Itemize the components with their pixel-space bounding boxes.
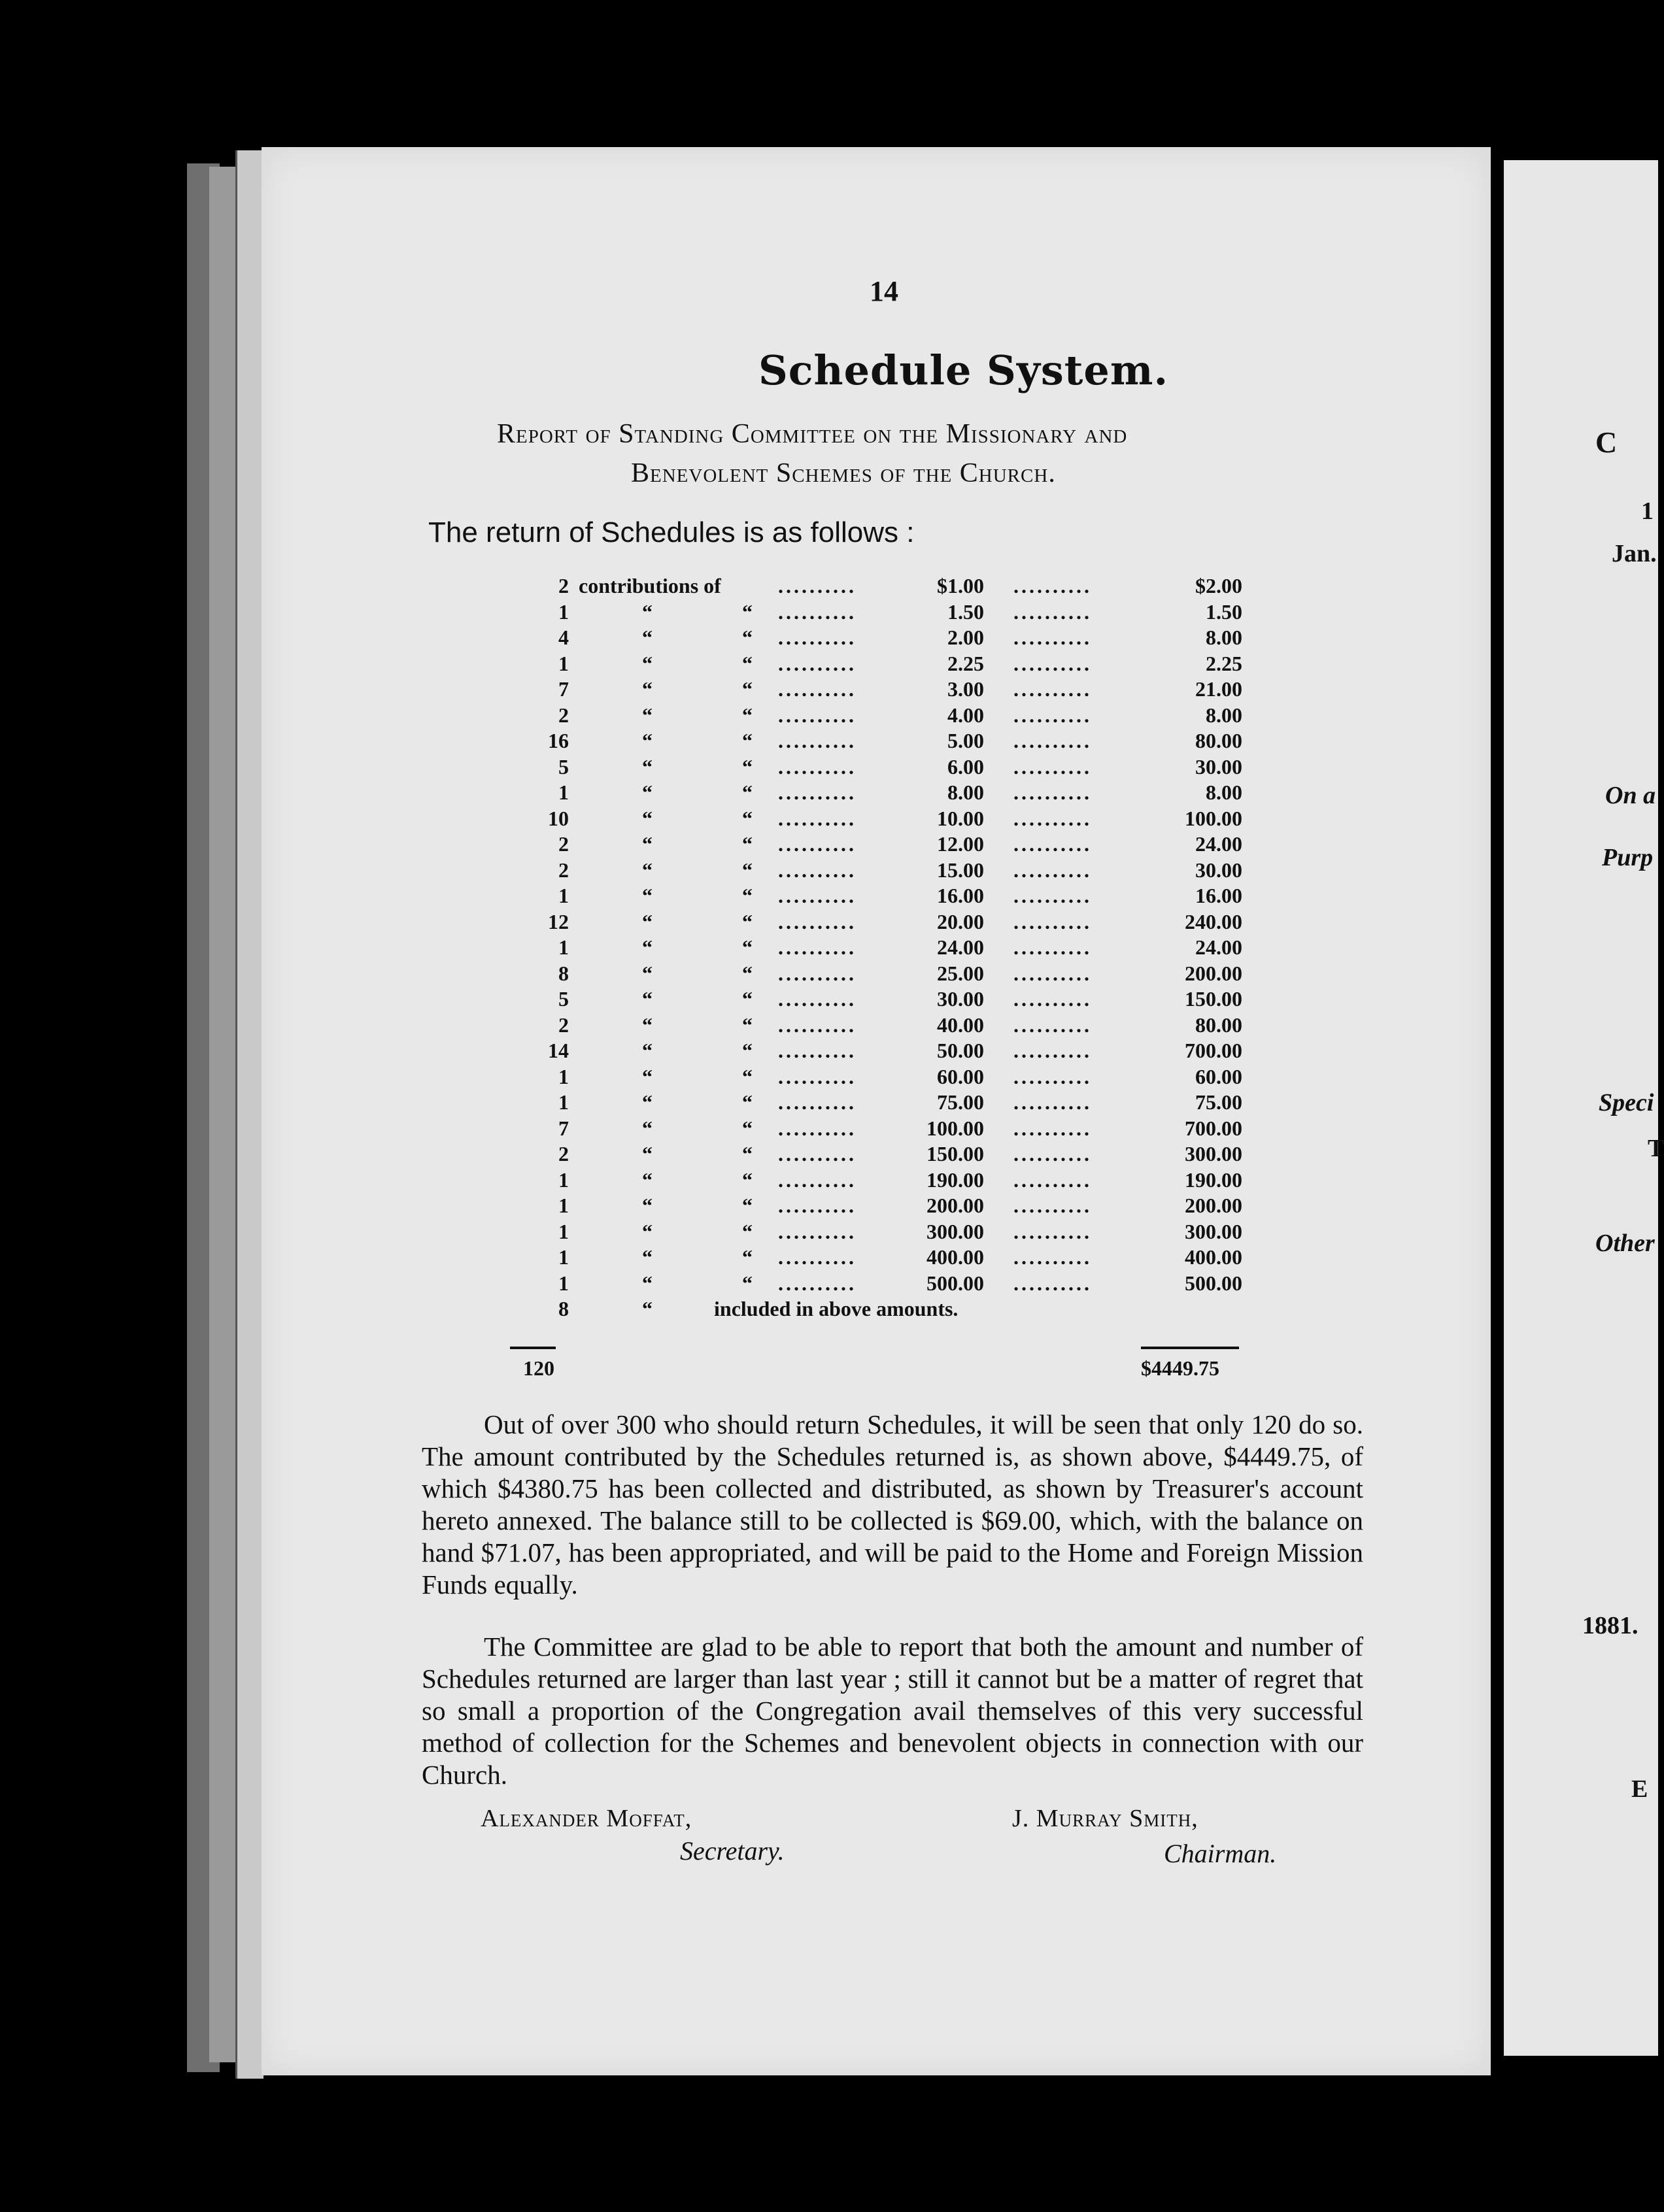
row-count: 14 — [548, 1039, 569, 1062]
ditto-mark: “ — [642, 599, 653, 624]
ditto-mark: “ — [642, 703, 653, 727]
right-fragment-4: On a — [1605, 782, 1656, 809]
row-count: 1 — [558, 1194, 569, 1217]
leader-dots: .......... — [1013, 1064, 1092, 1088]
table-row — [0, 1142, 1658, 1167]
secretary-title: Secretary. — [680, 1836, 785, 1866]
table-row — [0, 858, 1658, 884]
leader-dots: .......... — [1013, 1245, 1092, 1269]
row-total: 400.00 — [1185, 1245, 1242, 1269]
page-title: Schedule System. — [758, 346, 1169, 394]
row-amount: 24.00 — [937, 935, 984, 959]
leader-dots: .......... — [778, 884, 857, 907]
row-amount: 15.00 — [937, 858, 984, 882]
chairman-title: Chairman. — [1164, 1839, 1277, 1868]
leader-dots: .......... — [1013, 729, 1092, 752]
right-fragment-7: T — [1648, 1135, 1664, 1162]
row-count: 12 — [548, 909, 569, 933]
leader-dots: .......... — [1013, 754, 1092, 779]
row-count: 1 — [558, 884, 569, 907]
ditto-mark: “ — [742, 1271, 753, 1295]
ditto-mark: “ — [742, 1167, 753, 1192]
leader-dots: .......... — [778, 806, 857, 830]
row-amount: 75.00 — [937, 1090, 984, 1114]
ditto-mark: “ — [742, 1013, 753, 1037]
page-number: 14 — [870, 275, 898, 307]
leader-dots: .......... — [1013, 1271, 1092, 1295]
ditto-mark: “ — [642, 1297, 653, 1320]
leader-dots: .......... — [1013, 1090, 1092, 1114]
row-total: 300.00 — [1185, 1142, 1242, 1165]
row-count: 5 — [558, 754, 569, 779]
table-row — [0, 962, 1658, 987]
table-row — [0, 1168, 1658, 1194]
ditto-mark: “ — [742, 651, 753, 675]
leader-dots: .......... — [778, 909, 857, 933]
right-fragment-3: Jan. — [1612, 540, 1657, 567]
leader-dots: .......... — [1013, 626, 1092, 649]
ditto-mark: “ — [742, 1219, 753, 1243]
ditto-mark: “ — [742, 754, 753, 779]
report-subtitle-line1: Report of Standing Committee on the Missionary and — [497, 419, 1128, 449]
row-count: 2 — [558, 1013, 569, 1037]
leader-dots: .......... — [1013, 935, 1092, 959]
row-count: 1 — [558, 651, 569, 675]
row-count: 2 — [558, 1142, 569, 1165]
total-sum-rule — [1141, 1347, 1239, 1349]
leader-dots: .......... — [1013, 858, 1092, 882]
row-count: 2 — [558, 832, 569, 856]
row-amount: 8.00 — [947, 780, 984, 804]
row-total: 8.00 — [1206, 626, 1242, 649]
ditto-mark: “ — [642, 884, 653, 907]
row-total: 500.00 — [1185, 1271, 1242, 1295]
row-total: 200.00 — [1185, 1194, 1242, 1217]
row-total: 8.00 — [1206, 780, 1242, 804]
row-count: 2 — [558, 858, 569, 882]
row-total: 21.00 — [1195, 677, 1242, 701]
intro-text: The return of Schedules is as follows : — [428, 516, 915, 548]
leader-dots: .......... — [1013, 1219, 1092, 1243]
leader-dots: .......... — [778, 1090, 857, 1114]
ditto-mark: “ — [742, 961, 753, 985]
table-row — [0, 1194, 1658, 1219]
ditto-mark: “ — [642, 1064, 653, 1088]
row-amount: 4.00 — [947, 703, 984, 727]
table-row — [0, 832, 1658, 858]
row-count: 1 — [558, 935, 569, 959]
leader-dots: .......... — [778, 754, 857, 779]
secretary-name: Alexander Moffat, — [481, 1805, 692, 1832]
leader-dots: .......... — [1013, 909, 1092, 933]
table-row — [0, 729, 1658, 754]
leader-dots: .......... — [1013, 806, 1092, 830]
table-row — [0, 1116, 1658, 1142]
ditto-mark: “ — [642, 1219, 653, 1243]
row-total: 100.00 — [1185, 806, 1242, 830]
row-count: 4 — [558, 626, 569, 649]
row-amount: 40.00 — [937, 1013, 984, 1037]
row-count: 7 — [558, 677, 569, 701]
row-total: 24.00 — [1195, 935, 1242, 959]
row-amount: 190.00 — [926, 1167, 984, 1192]
row-amount: 12.00 — [937, 832, 984, 856]
row-amount: 50.00 — [937, 1039, 984, 1062]
leader-dots: .......... — [778, 961, 857, 985]
row-amount: 30.00 — [937, 987, 984, 1011]
table-row — [0, 677, 1658, 703]
table-row — [0, 1065, 1658, 1090]
leader-dots: .......... — [778, 780, 857, 804]
ditto-mark: “ — [642, 1090, 653, 1114]
row-amount: 3.00 — [947, 677, 984, 701]
ditto-mark: “ — [742, 987, 753, 1011]
table-row — [0, 807, 1658, 832]
row-total: 700.00 — [1185, 1116, 1242, 1140]
right-fragment-6: Speci — [1599, 1089, 1654, 1116]
table-row — [0, 1090, 1658, 1116]
row-total: 8.00 — [1206, 703, 1242, 727]
row-total: 75.00 — [1195, 1090, 1242, 1114]
row-amount: 300.00 — [926, 1219, 984, 1243]
row-total: $2.00 — [1195, 574, 1242, 597]
leader-dots: .......... — [1013, 1116, 1092, 1140]
leader-dots: .......... — [778, 987, 857, 1011]
row-total: 60.00 — [1195, 1064, 1242, 1088]
ditto-mark: “ — [642, 909, 653, 933]
ditto-mark: “ — [642, 1167, 653, 1192]
ditto-mark: “ — [742, 780, 753, 804]
right-fragment-10: E — [1631, 1775, 1648, 1803]
row-count: 16 — [548, 729, 569, 752]
leader-dots: .......... — [1013, 599, 1092, 624]
row-count: 8 — [558, 961, 569, 985]
row-total: 80.00 — [1195, 729, 1242, 752]
leader-dots: .......... — [778, 832, 857, 856]
ditto-mark: “ — [742, 1064, 753, 1088]
ditto-mark: “ — [642, 754, 653, 779]
leader-dots: .......... — [1013, 677, 1092, 701]
included-note: included in above amounts. — [714, 1297, 959, 1320]
leader-dots: .......... — [1013, 884, 1092, 907]
row-total: 2.25 — [1206, 651, 1242, 675]
leader-dots: .......... — [1013, 1142, 1092, 1165]
row-label: contributions of — [579, 574, 721, 597]
leader-dots: .......... — [778, 1013, 857, 1037]
ditto-mark: “ — [742, 1142, 753, 1165]
row-count: 1 — [558, 1219, 569, 1243]
row-count: 8 — [558, 1297, 569, 1320]
ditto-mark: “ — [742, 626, 753, 649]
ditto-mark: “ — [642, 1142, 653, 1165]
ditto-mark: “ — [642, 987, 653, 1011]
ditto-mark: “ — [742, 599, 753, 624]
leader-dots: .......... — [778, 729, 857, 752]
ditto-mark: “ — [642, 858, 653, 882]
row-amount: 1.50 — [947, 599, 984, 624]
leader-dots: .......... — [778, 703, 857, 727]
row-count: 1 — [558, 1090, 569, 1114]
ditto-mark: “ — [642, 1271, 653, 1295]
row-amount: 20.00 — [937, 909, 984, 933]
ditto-mark: “ — [642, 1116, 653, 1140]
right-fragment-1: C — [1595, 426, 1618, 459]
ditto-mark: “ — [742, 1116, 753, 1140]
leader-dots: .......... — [1013, 651, 1092, 675]
ditto-mark: “ — [642, 651, 653, 675]
chairman-name: J. Murray Smith, — [1012, 1805, 1198, 1832]
leader-dots: .......... — [1013, 703, 1092, 727]
row-amount: 200.00 — [926, 1194, 984, 1217]
row-amount: 16.00 — [937, 884, 984, 907]
ditto-mark: “ — [642, 1194, 653, 1217]
table-row — [0, 1271, 1658, 1297]
ditto-mark: “ — [642, 729, 653, 752]
row-count: 10 — [548, 806, 569, 830]
leader-dots: .......... — [1013, 1039, 1092, 1062]
leader-dots: .......... — [778, 599, 857, 624]
ditto-mark: “ — [642, 832, 653, 856]
table-row — [0, 780, 1658, 806]
table-row — [0, 600, 1658, 626]
ditto-mark: “ — [742, 1194, 753, 1217]
table-row — [0, 574, 1658, 599]
row-count: 1 — [558, 780, 569, 804]
row-amount: 400.00 — [926, 1245, 984, 1269]
ditto-mark: “ — [642, 626, 653, 649]
row-total: 1.50 — [1206, 599, 1242, 624]
table-row — [0, 1013, 1658, 1039]
row-count: 2 — [558, 703, 569, 727]
leader-dots: .......... — [1013, 1167, 1092, 1192]
ditto-mark: “ — [642, 1013, 653, 1037]
row-amount: $1.00 — [937, 574, 984, 597]
leader-dots: .......... — [1013, 780, 1092, 804]
leader-dots: .......... — [778, 1116, 857, 1140]
row-total: 30.00 — [1195, 754, 1242, 779]
table-row — [0, 626, 1658, 651]
leader-dots: .......... — [778, 1245, 857, 1269]
table-row — [0, 703, 1658, 729]
row-total: 200.00 — [1185, 961, 1242, 985]
ditto-mark: “ — [642, 935, 653, 959]
ditto-mark: “ — [642, 677, 653, 701]
table-row — [0, 910, 1658, 935]
row-total: 150.00 — [1185, 987, 1242, 1011]
leader-dots: .......... — [778, 1271, 857, 1295]
leader-dots: .......... — [1013, 1194, 1092, 1217]
ditto-mark: “ — [742, 1039, 753, 1062]
ditto-mark: “ — [742, 884, 753, 907]
table-row — [0, 987, 1658, 1013]
row-total: 30.00 — [1195, 858, 1242, 882]
row-count: 5 — [558, 987, 569, 1011]
leader-dots: .......... — [778, 1064, 857, 1088]
ditto-mark: “ — [742, 729, 753, 752]
ditto-mark: “ — [742, 832, 753, 856]
leader-dots: .......... — [778, 626, 857, 649]
table-row — [0, 1220, 1658, 1245]
right-fragment-9: 1881. — [1582, 1612, 1639, 1639]
row-amount: 5.00 — [947, 729, 984, 752]
row-count: 2 — [558, 574, 569, 597]
leader-dots: .......... — [1013, 987, 1092, 1011]
row-count: 1 — [558, 1271, 569, 1295]
report-subtitle-line2: Benevolent Schemes of the Church. — [631, 458, 1056, 488]
leader-dots: .......... — [778, 677, 857, 701]
leader-dots: .......... — [778, 1219, 857, 1243]
row-total: 24.00 — [1195, 832, 1242, 856]
ditto-mark: “ — [642, 806, 653, 830]
ditto-mark: “ — [742, 677, 753, 701]
leader-dots: .......... — [778, 1167, 857, 1192]
ditto-mark: “ — [642, 1245, 653, 1269]
leader-dots: .......... — [778, 1142, 857, 1165]
leader-dots: .......... — [778, 858, 857, 882]
row-total: 16.00 — [1195, 884, 1242, 907]
row-count: 1 — [558, 1245, 569, 1269]
leader-dots: .......... — [778, 574, 857, 597]
row-count: 7 — [558, 1116, 569, 1140]
row-total: 80.00 — [1195, 1013, 1242, 1037]
ditto-mark: “ — [742, 858, 753, 882]
row-amount: 6.00 — [947, 754, 984, 779]
ditto-mark: “ — [742, 909, 753, 933]
total-sum: $4449.75 — [1141, 1356, 1219, 1380]
ditto-mark: “ — [742, 935, 753, 959]
row-amount: 2.00 — [947, 626, 984, 649]
row-count: 1 — [558, 599, 569, 624]
leader-dots: .......... — [778, 935, 857, 959]
row-amount: 100.00 — [926, 1116, 984, 1140]
table-row — [0, 652, 1658, 677]
table-row — [0, 884, 1658, 909]
leader-dots: .......... — [778, 1039, 857, 1062]
ditto-mark: “ — [642, 1039, 653, 1062]
right-fragment-2: 1 — [1641, 497, 1654, 525]
row-amount: 2.25 — [947, 651, 984, 675]
ditto-mark: “ — [642, 961, 653, 985]
table-row — [0, 755, 1658, 780]
row-amount: 25.00 — [937, 961, 984, 985]
row-total: 190.00 — [1185, 1167, 1242, 1192]
table-row — [0, 1039, 1658, 1064]
row-total: 300.00 — [1185, 1219, 1242, 1243]
ditto-mark: “ — [742, 703, 753, 727]
count-sum-rule — [510, 1347, 556, 1349]
leader-dots: .......... — [778, 1194, 857, 1217]
leader-dots: .......... — [1013, 1013, 1092, 1037]
ditto-mark: “ — [742, 1245, 753, 1269]
table-row — [0, 935, 1658, 961]
ditto-mark: “ — [742, 806, 753, 830]
table-row — [0, 1245, 1658, 1271]
row-total: 240.00 — [1185, 909, 1242, 933]
body-paragraph-1: Out of over 300 who should return Schedules, it will be seen that only 120 do so. The amount contributed by the Schedules returned is, as shown above, $4449.75, of which $4380.75 has been collected and distributed, as shown by Treasurer's account hereto annexed. The balance still to be collected is $69.00, which, with the balance on hand $71.07, has been appropriated, and will be paid to the Home and Foreign Mission Funds equally. — [422, 1409, 1363, 1600]
right-fragment-5: Purp — [1602, 844, 1654, 871]
row-count: 1 — [558, 1064, 569, 1088]
row-amount: 500.00 — [926, 1271, 984, 1295]
table-row-included — [0, 1297, 1658, 1322]
leader-dots: .......... — [1013, 961, 1092, 985]
row-amount: 150.00 — [926, 1142, 984, 1165]
leader-dots: .......... — [1013, 574, 1092, 597]
leader-dots: .......... — [778, 651, 857, 675]
row-amount: 10.00 — [937, 806, 984, 830]
right-fragment-8: Other — [1595, 1230, 1655, 1257]
row-total: 700.00 — [1185, 1039, 1242, 1062]
leader-dots: .......... — [1013, 832, 1092, 856]
row-count: 1 — [558, 1167, 569, 1192]
ditto-mark: “ — [742, 1090, 753, 1114]
count-sum: 120 — [523, 1356, 554, 1380]
row-amount: 60.00 — [937, 1064, 984, 1088]
ditto-mark: “ — [642, 780, 653, 804]
body-paragraph-2: The Committee are glad to be able to report that both the amount and number of Schedules returned are larger than last year ; still it cannot but be a matter of regret that so small a proportion of the Congregation avail themselves of this very successful method of collection for the Schemes and benevolent objects in connection with our Church. — [422, 1632, 1363, 1790]
